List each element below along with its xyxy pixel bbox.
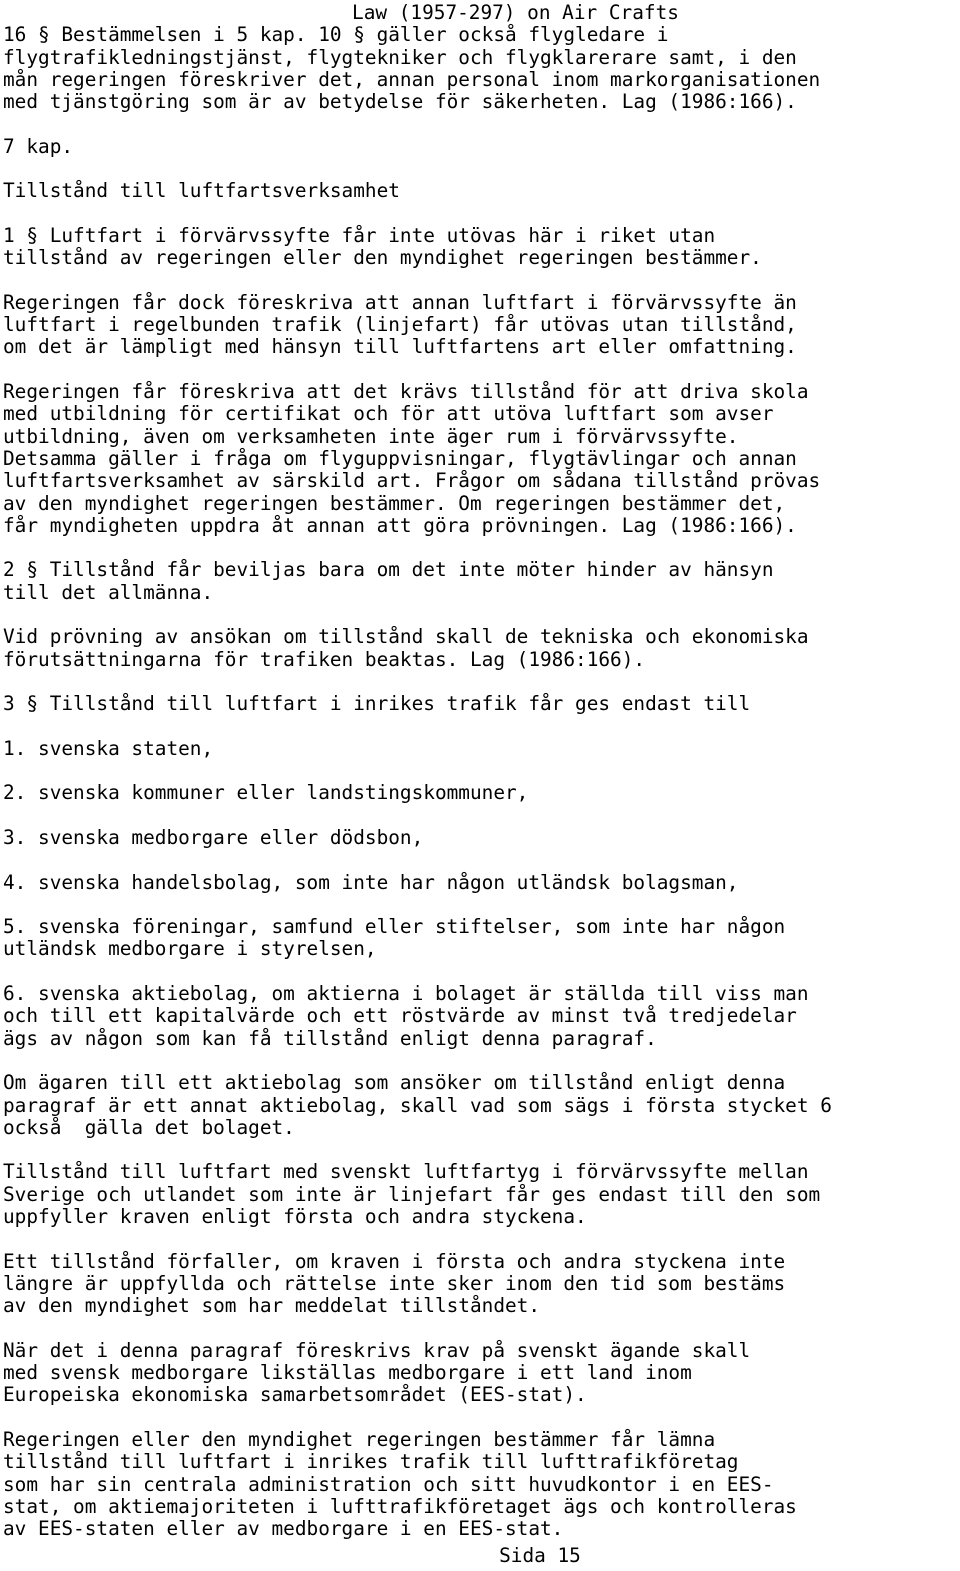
chapter-heading: 7 kap. [3, 134, 74, 158]
list-item-3: 3. svenska medborgare eller dödsbon, [3, 825, 424, 849]
list-item-1: 1. svenska staten, [3, 736, 214, 760]
paragraph-16-section: 16 § Bestämmelsen i 5 kap. 10 § gäller också flygledare i flygtrafikledningstjänst, flygtekniker och flygklarerare samt, i den mån regeringen föreskriver det, annan personal inom markorganisationen med tjänstgöring som är av betydelse för säkerheten. Lag (1986:166). [3, 23, 821, 114]
list-item-2: 2. svenska kommuner eller landstingskommuner, [3, 781, 529, 805]
paragraph-3-section: 3 § Tillstånd till luftfart i inrikes trafik får ges endast till [3, 692, 751, 716]
paragraph-ees-stat: När det i denna paragraf föreskrivs krav på svenskt ägande skall med svensk medborgare likställas medborgare i ett land inom Europeiska ekonomiska samarbetsområdet (EES-stat). [3, 1338, 751, 1407]
paragraph-lamna-tillstand: Regeringen eller den myndighet regeringen bestämmer får lämna tillstånd till luftfart i inrikes trafik till lufttrafikföretag som har sin centrala administration och sitt huvudkontor i en EES- stat, om aktiemajoriteten i lufttrafikföretaget ägs och kontrolleras av EES-staten eller av medborgare i en EES-stat. [3, 1428, 797, 1541]
section-heading: Tillstånd till luftfartsverksamhet [3, 179, 400, 203]
paragraph-1-section: 1 § Luftfart i förvärvssyfte får inte utövas här i riket utan tillstånd av regeringen eller den myndighet regeringen bestämmer. [3, 223, 762, 270]
list-item-4: 4. svenska handelsbolag, som inte har någon utländsk bolagsman, [3, 870, 739, 894]
paragraph-regeringen-dock: Regeringen får dock föreskriva att annan luftfart i förvärvssyfte än luftfart i regelbunden trafik (linjefart) får utövas utan tillstånd, om det är lämpligt med hänsyn till luftfartens art eller omfattning. [3, 290, 797, 359]
list-item-6: 6. svenska aktiebolag, om aktierna i bolaget är ställda till viss man och till ett kapitalvärde och ett röstvärde av minst två tredjedelar ägs av någon som kan få tillstånd enligt denna paragraf. [3, 982, 809, 1050]
paragraph-agaren: Om ägaren till ett aktiebolag som ansöker om tillstånd enligt denna paragraf är ett annat aktiebolag, skall vad som sägs i första stycket 6 också gälla det bolaget. [3, 1071, 832, 1139]
paragraph-svenskt-luftfartyg: Tillstånd till luftfart med svenskt luftfartyg i förvärvssyfte mellan Sverige och utlandet som inte är linjefart får ges endast till den som uppfyller kraven enligt första och andra styckena. [3, 1160, 821, 1229]
paragraph-provning: Vid prövning av ansökan om tillstånd skall de tekniska och ekonomiska förutsättningarna för trafiken beaktas. Lag (1986:166). [3, 625, 809, 671]
list-item-5: 5. svenska föreningar, samfund eller stiftelser, som inte har någon utländsk medborgare i styrelsen, [3, 915, 786, 961]
paragraph-forfaller: Ett tillstånd förfaller, om kraven i första och andra styckena inte längre är uppfyllda och rättelse inte sker inom den tid som bestäms av den myndighet som har meddelat tillståndet. [3, 1249, 786, 1318]
document-page [3, 2, 958, 1563]
paragraph-2-section: 2 § Tillstånd får beviljas bara om det inte möter hinder av hänsyn till det allmänna. [3, 558, 774, 604]
paragraph-regeringen-skola: Regeringen får föreskriva att det krävs tillstånd för att driva skola med utbildning för certifikat och för att utöva luftfart som avser utbildning, även om verksamheten inte äger rum i förvärvssyfte. Detsamma gäller i fråga om flyguppvisningar, flygtävlingar och annan luftfartsverksamhet av särskild art. Frågor om sådana tillstånd prövas av den myndighet regeringen bestämmer. Om regeringen bestämmer det, får myndigheten uppdra åt annan att göra prövningen. Lag (1986:166). [3, 380, 821, 537]
page-number: Sida 15 [499, 1544, 581, 1567]
document-header: Law (1957-297) on Air Crafts [352, 1, 679, 24]
